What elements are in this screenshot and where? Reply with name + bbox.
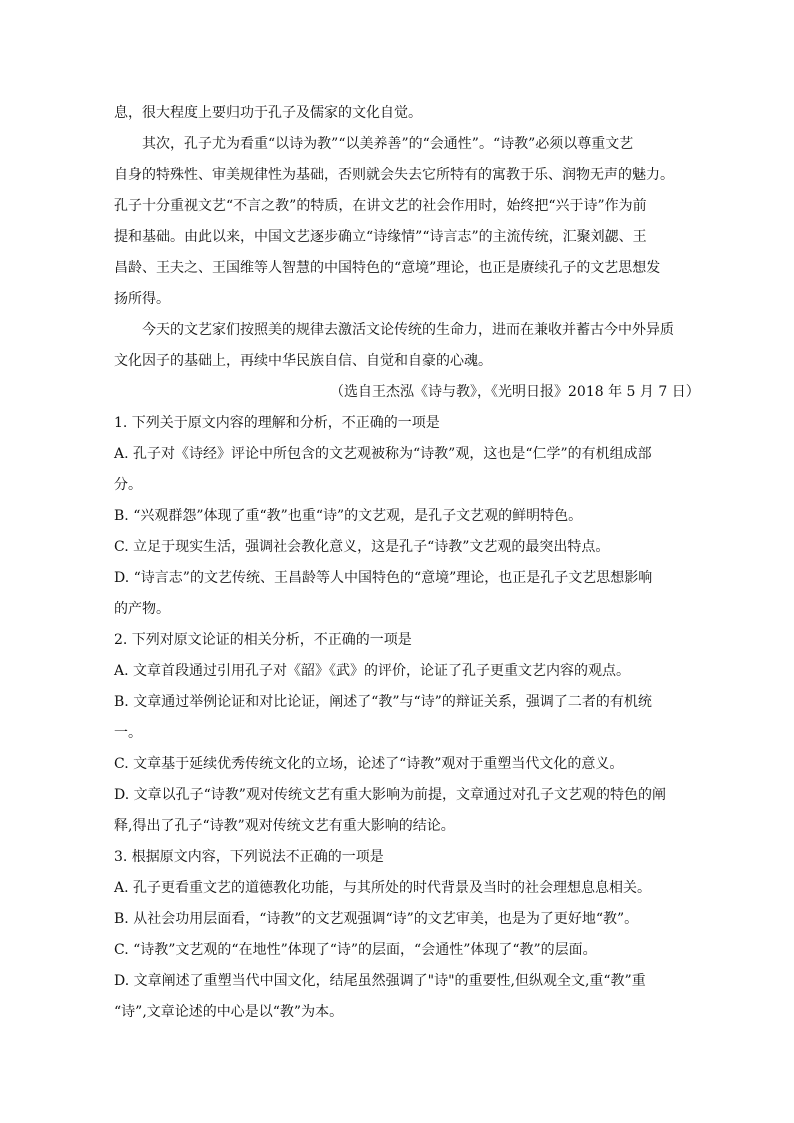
option-d: D. “诗言志”的文艺传统、王昌龄等人中国特色的“意境”理论，也正是孔子文艺思想影响 [114, 570, 653, 586]
question-stem: 2. 下列对原文论证的相关分析，不正确的一项是 [114, 632, 412, 648]
option-c: C. 立足于现实生活，强调社会教化意义，这是孔子“诗教”文艺观的最突出特点。 [114, 539, 610, 555]
option-b: B. “兴观群怨”体现了重“教”也重“诗”的文艺观，是孔子文艺观的鲜明特色。 [114, 508, 583, 524]
source-citation: （选自王杰泓《诗与教》，《光明日报》2018 年 5 月 7 日） [330, 384, 700, 400]
question-stem: 3. 根据原文内容，下列说法不正确的一项是 [114, 849, 384, 865]
passage-line: 孔子十分重视文艺“不言之教”的特质，在讲文艺的社会作用时，始终把“兴于诗”作为前 [114, 198, 647, 214]
option-a: A. 文章首段通过引用孔子对《韶》《武》的评价，论证了孔子更重文艺内容的观点。 [114, 663, 631, 679]
option-a: A. 孔子更看重文艺的道德教化功能，与其所处的时代背景及当时的社会理想息息相关。 [114, 880, 652, 896]
option-c: C. “诗教”文艺观的“在地性”体现了“诗”的层面，“会通性”体现了“教”的层面。 [114, 942, 597, 958]
passage-line: 其次，孔子尤为看重“以诗为教”“以美养善”的“会通性”。“诗教”必须以尊重文艺 [142, 136, 634, 152]
passage-line: 扬所得。 [114, 291, 170, 307]
option-b: B. 文章通过举例论证和对比论证，阐述了“教”与“诗”的辩证关系，强调了二者的有机统 [114, 694, 652, 710]
option-b: B. 从社会功用层面看，“诗教”的文艺观强调“诗”的文艺审美，也是为了更好地“教”。 [114, 911, 639, 927]
option-d: D. 文章阐述了重塑当代中国文化，结尾虽然强调了"诗"的重要性,但纵观全文,重“教”重 [114, 973, 646, 989]
option-b-continued: 一。 [114, 725, 142, 741]
option-d: D. 文章以孔子“诗教”观对传统文艺有重大影响为前提，文章通过对孔子文艺观的特色的阐 [114, 787, 666, 803]
option-a-continued: 分。 [114, 477, 142, 493]
option-c: C. 文章基于延续优秀传统文化的立场，论述了“诗教”观对于重塑当代文化的意义。 [114, 756, 624, 772]
question-stem: 1. 下列关于原文内容的理解和分析，不正确的一项是 [114, 415, 440, 431]
passage-line: 提和基础。由此以来，中国文艺逐步确立“诗缘情”“诗言志”的主流传统，汇聚刘勰、王 [114, 229, 647, 245]
option-d-continued: 的产物。 [114, 601, 170, 617]
passage-line: 自身的特殊性、审美规律性为基础，否则就会失去它所特有的寓教于乐、润物无声的魅力。 [114, 167, 674, 183]
option-a: A. 孔子对《诗经》评论中所包含的文艺观被称为“诗教”观，这也是“仁学”的有机组成部 [114, 446, 652, 462]
option-d-continued: 释,得出了孔子“诗教”观对传统文艺有重大影响的结论。 [114, 818, 455, 834]
option-d-continued: “诗”,文章论述的中心是以“教”为本。 [114, 1004, 344, 1020]
passage-line: 文化因子的基础上，再续中华民族自信、自觉和自豪的心魂。 [114, 353, 492, 369]
passage-line: 息，很大程度上要归功于孔子及儒家的文化自觉。 [114, 105, 422, 121]
passage-line: 今天的文艺家们按照美的规律去激活文论传统的生命力，进而在兼收并蓄古今中外异质 [142, 322, 674, 338]
passage-line: 昌龄、王夫之、王国维等人智慧的中国特色的“意境”理论，也正是赓续孔子的文艺思想发 [114, 260, 661, 276]
